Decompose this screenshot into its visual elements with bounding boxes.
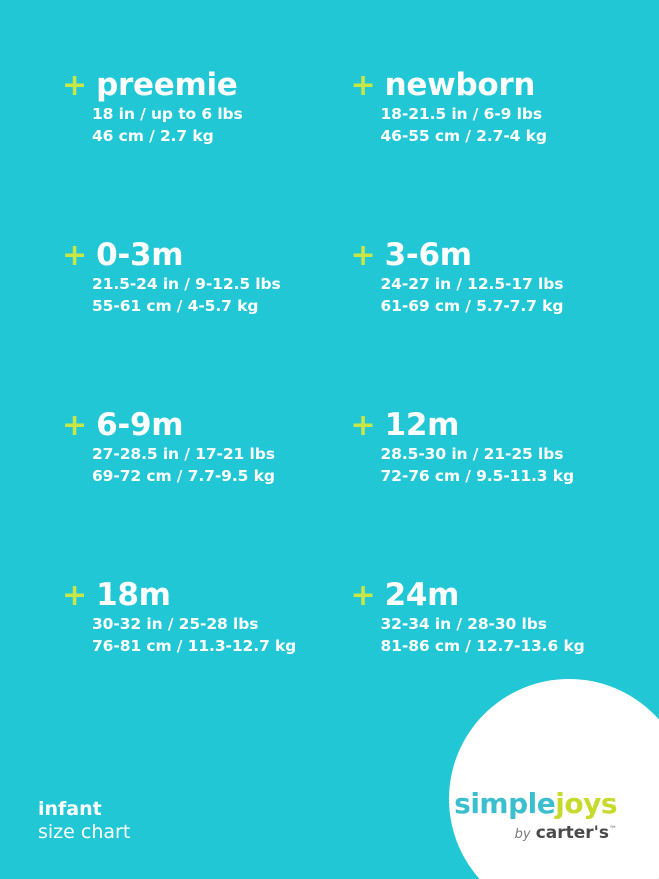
size-measure-imperial: 32-34 in / 28-30 lbs (380, 615, 547, 633)
plus-icon: + (62, 68, 88, 103)
chart-title-block (38, 798, 130, 846)
size-label: 18m (96, 577, 171, 613)
plus-icon: + (350, 238, 376, 273)
size-cell-18m (62, 577, 351, 750)
size-measure-imperial: 24-27 in / 12.5-17 lbs (380, 275, 564, 293)
size-cell-12m (350, 407, 640, 580)
plus-icon: + (62, 578, 88, 613)
size-measure-imperial: 30-32 in / 25-28 lbs (92, 615, 259, 633)
brand-logo (437, 787, 617, 843)
trademark-symbol: ™ (609, 824, 617, 834)
size-label: 6-9m (96, 407, 184, 443)
size-measure-imperial: 28.5-30 in / 21-25 lbs (380, 445, 564, 463)
size-heading (62, 67, 351, 103)
size-measure-metric: 61-69 cm / 5.7-7.7 kg (380, 297, 564, 316)
size-measure-imperial: 18-21.5 in / 6-9 lbs (380, 105, 542, 123)
brand-company: carter's (535, 823, 609, 843)
size-cell-6-9m (62, 407, 351, 580)
size-heading (350, 67, 640, 103)
brand-wordmark (437, 787, 617, 820)
size-measure-metric: 46-55 cm / 2.7-4 kg (380, 127, 547, 146)
size-heading (62, 407, 351, 443)
chart-title-secondary: size chart (38, 821, 131, 844)
size-label: newborn (384, 67, 536, 103)
size-cell-newborn (350, 67, 640, 240)
size-label: 3-6m (384, 237, 472, 273)
size-measure-metric: 69-72 cm / 7.7-9.5 kg (92, 467, 275, 486)
size-label: preemie (96, 67, 238, 103)
size-label: 12m (384, 407, 460, 443)
size-heading (350, 577, 640, 613)
size-heading (62, 577, 351, 613)
size-heading (62, 237, 351, 273)
plus-icon: + (62, 238, 88, 273)
size-cell-3-6m (350, 237, 640, 410)
size-measure-imperial: 18 in / up to 6 lbs (92, 105, 243, 123)
size-measure-metric: 81-86 cm / 12.7-13.6 kg (380, 637, 585, 656)
size-measure-metric: 55-61 cm / 4-5.7 kg (92, 297, 259, 316)
chart-title-primary: infant (38, 797, 102, 820)
size-cell-preemie (62, 67, 351, 240)
size-measure-metric: 76-81 cm / 11.3-12.7 kg (92, 637, 297, 656)
size-measure-imperial: 21.5-24 in / 9-12.5 lbs (92, 275, 281, 293)
size-measure-metric: 46 cm / 2.7 kg (92, 127, 214, 146)
brand-name-simple: simple (454, 787, 556, 820)
size-label: 0-3m (96, 237, 184, 273)
brand-by-text: by (514, 827, 531, 842)
size-heading (350, 237, 640, 273)
plus-icon: + (62, 408, 88, 443)
size-heading (350, 407, 640, 443)
size-cell-0-3m (62, 237, 351, 410)
plus-icon: + (350, 68, 376, 103)
plus-icon: + (350, 408, 376, 443)
size-grid (0, 67, 659, 750)
brand-byline (437, 823, 617, 843)
brand-name-joys: joys (555, 787, 617, 820)
size-measure-metric: 72-76 cm / 9.5-11.3 kg (380, 467, 574, 486)
size-label: 24m (384, 577, 460, 613)
size-measure-imperial: 27-28.5 in / 17-21 lbs (92, 445, 275, 463)
plus-icon: + (350, 578, 376, 613)
